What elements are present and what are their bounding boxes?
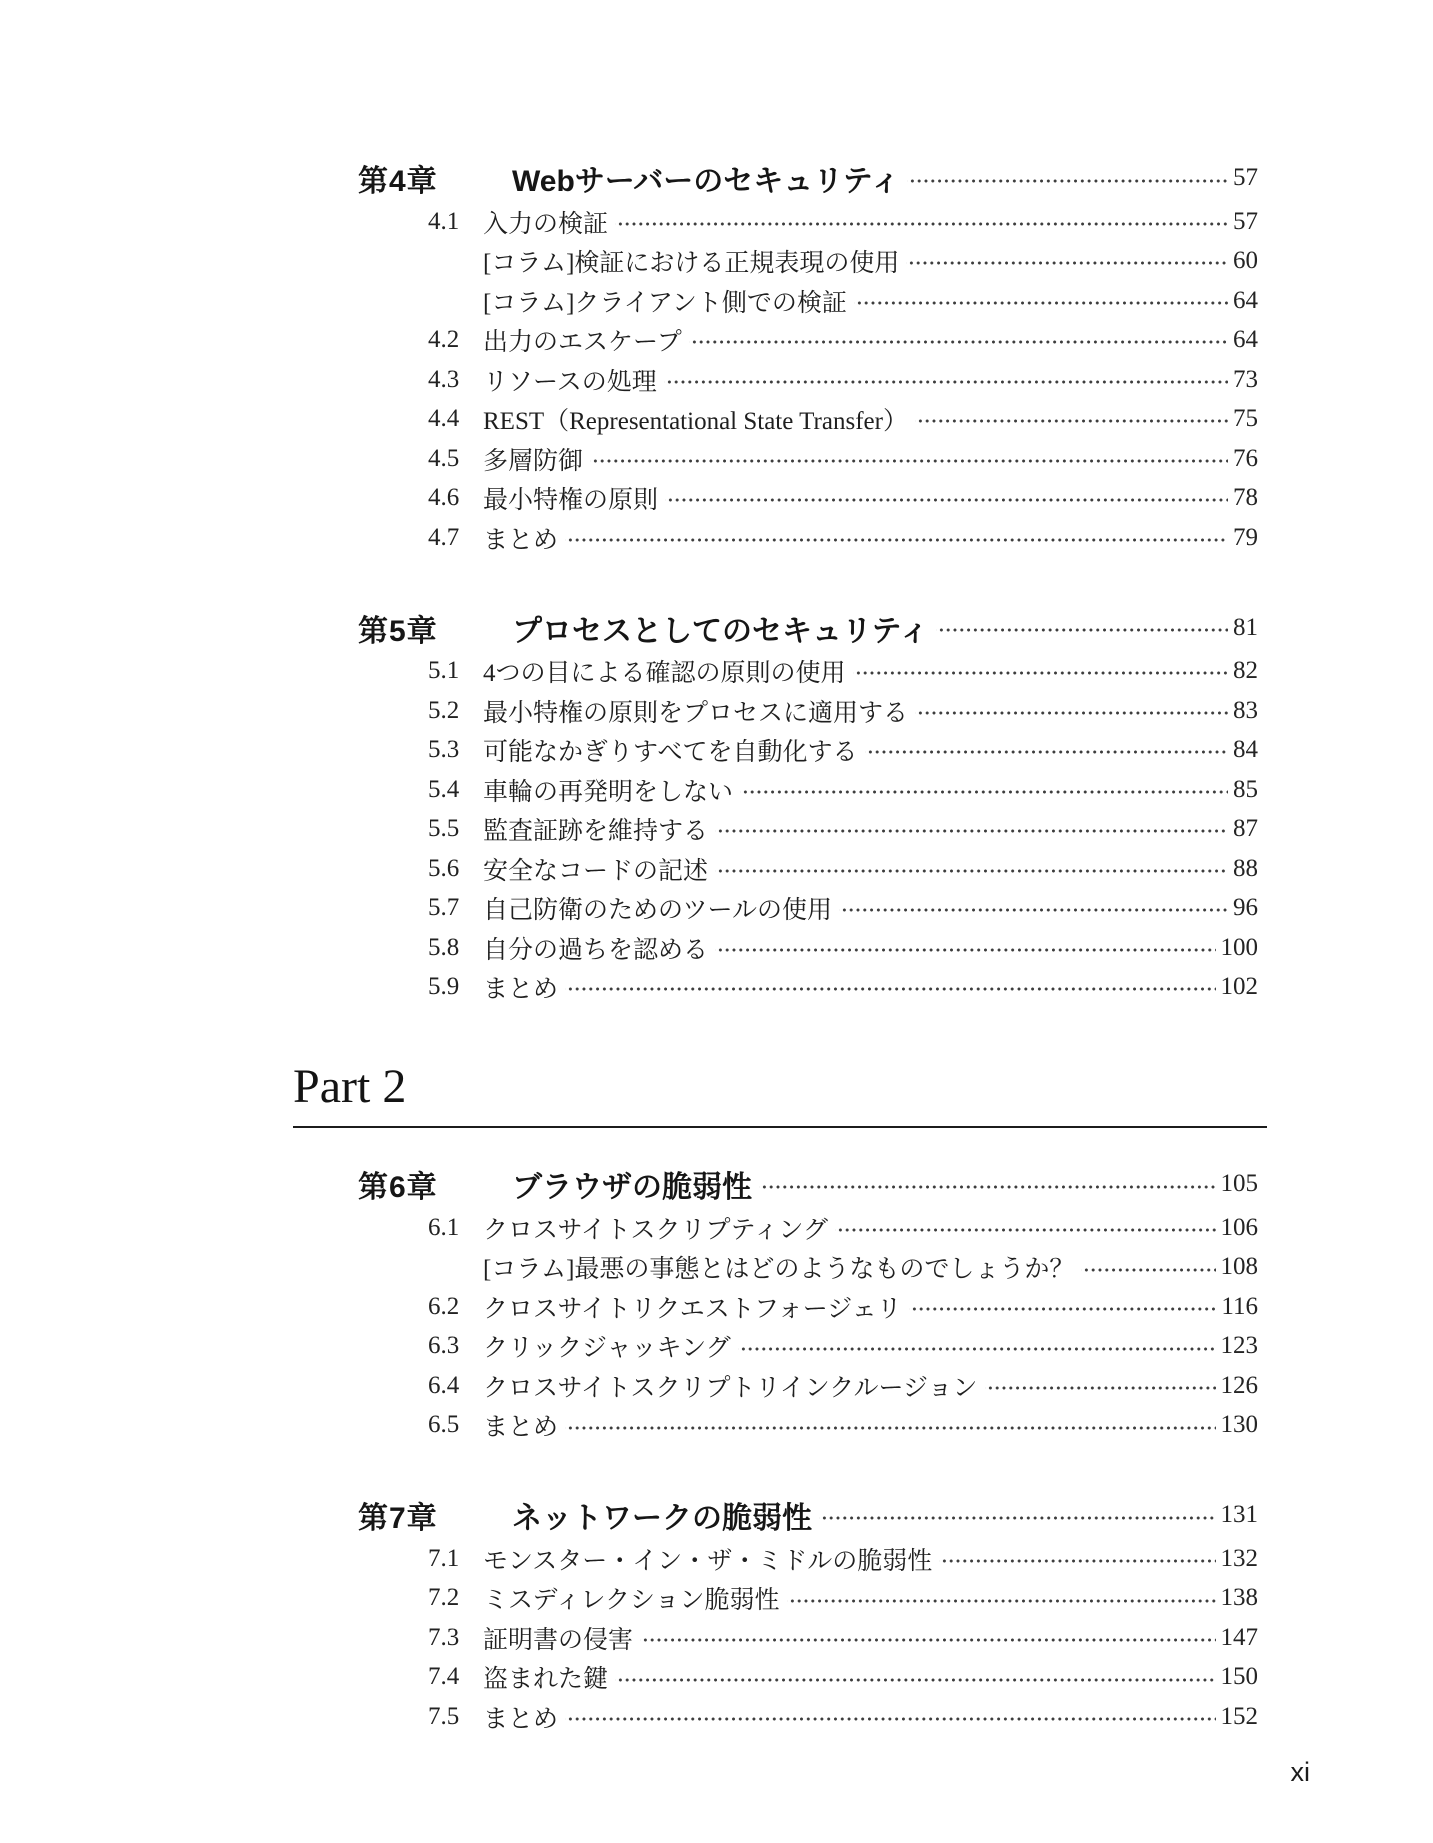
page-number: 123 [1220, 1332, 1258, 1360]
page-number: 147 [1220, 1623, 1258, 1651]
page-number: 82 [1233, 657, 1258, 685]
page-number: 130 [1220, 1411, 1258, 1439]
entry-title: 盗まれた鍵 [483, 1666, 609, 1694]
page-number: 60 [1233, 247, 1258, 275]
page-number: 116 [1221, 1292, 1258, 1320]
entry-title: 自己防衛のためのツールの使用 [483, 897, 833, 925]
entry-title: 出力のエスケープ [483, 329, 682, 357]
entry-title: 監査証跡を維持する [483, 818, 709, 846]
leader-dots [565, 1697, 1215, 1737]
entry-title: 車輪の再発明をしない [483, 778, 734, 806]
entry-title: REST（Representational State Transfer） [483, 408, 908, 436]
entry-number: 6.5 [428, 1411, 460, 1439]
entry-title: クリックジャッキング [483, 1335, 731, 1363]
leader-dots [715, 810, 1228, 850]
toc-column-entry [0, 242, 1267, 282]
entry-title: リソースの処理 [483, 368, 657, 396]
leader-dots [787, 1579, 1216, 1619]
page-number: 76 [1233, 444, 1258, 472]
entry-title: クロスサイトリクエストフォージェリ [483, 1295, 902, 1323]
page-number: 73 [1233, 365, 1258, 393]
entry-title: 最小特権の原則をプロセスに適用する [483, 699, 909, 727]
chapter-title: プロセスとしてのセキュリティ [512, 614, 929, 648]
chapter-heading [0, 1160, 1267, 1208]
folio-page-number: xi [1290, 1757, 1310, 1787]
leader-dots [985, 1366, 1216, 1406]
page-number: 81 [1233, 613, 1258, 641]
entry-number: 6.4 [428, 1371, 460, 1399]
entry-title: 自分の過ちを認める [483, 936, 709, 964]
entry-number: 7.1 [428, 1544, 460, 1572]
entry-number: 7.5 [428, 1702, 460, 1730]
page-number: 126 [1220, 1371, 1258, 1399]
page-number: 64 [1233, 326, 1258, 354]
toc-column-entry [0, 281, 1267, 321]
chapter-number: 第4章 [358, 165, 438, 198]
entry-title: まとめ [483, 1705, 559, 1733]
toc-entry [0, 810, 1267, 850]
toc-entry [0, 652, 1267, 692]
toc-entry [0, 1539, 1267, 1579]
leader-dots [689, 321, 1228, 361]
entry-title: 4つの目による確認の原則の使用 [483, 660, 846, 688]
leader-dots [915, 691, 1228, 731]
entry-number: 7.4 [428, 1663, 460, 1691]
entry-number: 7.2 [428, 1584, 460, 1612]
chapter-block [0, 154, 1267, 558]
leader-dots [715, 928, 1215, 968]
leader-dots [665, 479, 1228, 519]
leader-dots [907, 154, 1228, 202]
toc-entry [0, 928, 1267, 968]
entry-number: 5.2 [428, 696, 460, 724]
page-number: 102 [1220, 973, 1258, 1001]
leader-dots [819, 1491, 1216, 1539]
leader-dots [936, 604, 1228, 652]
entry-number: 4.6 [428, 484, 460, 512]
page-number: 106 [1220, 1213, 1258, 1241]
leader-dots [906, 242, 1228, 282]
toc-entry [0, 1406, 1267, 1446]
toc-entry [0, 1327, 1267, 1367]
page-number: 150 [1220, 1663, 1258, 1691]
page-number: 88 [1233, 854, 1258, 882]
entry-number: 6.2 [428, 1292, 460, 1320]
part-heading: Part 2 [293, 1053, 1267, 1128]
entry-number: 5.6 [428, 854, 460, 882]
toc-column-entry [0, 1248, 1267, 1288]
entry-number: 5.9 [428, 973, 460, 1001]
entry-title: クロスサイトスクリプトリインクルージョン [483, 1374, 978, 1402]
entry-number: 5.1 [428, 657, 460, 685]
entry-title: [コラム]検証における正規表現の使用 [483, 250, 900, 278]
chapter-block [0, 1160, 1267, 1445]
leader-dots [865, 731, 1228, 771]
entry-number: 6.1 [428, 1213, 460, 1241]
entry-title: 証明書の侵害 [483, 1626, 634, 1654]
page-number: 138 [1220, 1584, 1258, 1612]
toc-entry [0, 1697, 1267, 1737]
toc-entry [0, 849, 1267, 889]
entry-title: 入力の検証 [483, 210, 609, 238]
toc-entry [0, 731, 1267, 771]
toc-entry [0, 400, 1267, 440]
entry-title: 最小特権の原則 [483, 487, 659, 515]
toc-entry [0, 1579, 1267, 1619]
toc-entry [0, 1208, 1267, 1248]
chapter-number: 第6章 [358, 1171, 438, 1205]
page-number: 83 [1233, 696, 1258, 724]
leader-dots [835, 1208, 1215, 1248]
toc-entry [0, 439, 1267, 479]
page-number: 79 [1233, 523, 1258, 551]
page-number: 57 [1233, 207, 1258, 235]
leader-dots [853, 652, 1228, 692]
toc-entry [0, 1658, 1267, 1698]
chapter-title: Webサーバーのセキュリティ [512, 165, 901, 198]
entry-number: 4.5 [428, 444, 460, 472]
leader-dots [640, 1618, 1215, 1658]
toc-entry [0, 770, 1267, 810]
toc-entry [0, 202, 1267, 242]
entry-number: 4.2 [428, 326, 460, 354]
page-number: 87 [1233, 815, 1258, 843]
entry-number: 5.7 [428, 894, 460, 922]
entry-title: まとめ [483, 1414, 559, 1442]
toc-entry [0, 360, 1267, 400]
table-of-contents [0, 154, 1267, 1783]
chapter-block [0, 1491, 1267, 1737]
page-number: 57 [1233, 164, 1258, 191]
entry-title: 安全なコードの記述 [483, 857, 709, 885]
leader-dots [939, 1539, 1215, 1579]
toc-entry [0, 321, 1267, 361]
page-number: 152 [1220, 1702, 1258, 1730]
leader-dots [590, 439, 1228, 479]
entry-title: クロスサイトスクリプティング [483, 1216, 829, 1244]
leader-dots [1081, 1248, 1215, 1288]
entry-number: 4.4 [428, 405, 460, 433]
page-number: 75 [1233, 405, 1258, 433]
chapter-number: 第5章 [358, 614, 438, 648]
chapter-heading [0, 604, 1267, 652]
leader-dots [615, 1658, 1215, 1698]
entry-title: 多層防御 [483, 447, 584, 475]
entry-title: まとめ [483, 526, 559, 554]
page-number: 100 [1220, 933, 1258, 961]
leader-dots [565, 1406, 1215, 1446]
toc-entry [0, 889, 1267, 929]
entry-title: 可能なかぎりすべてを自動化する [483, 739, 858, 767]
entry-title: まとめ [483, 976, 559, 1004]
entry-number: 5.4 [428, 775, 460, 803]
toc-entry [0, 1287, 1267, 1327]
leader-dots [738, 1327, 1216, 1367]
entry-number: 5.3 [428, 736, 460, 764]
entry-number: 6.3 [428, 1332, 460, 1360]
entry-number: 5.5 [428, 815, 460, 843]
page-number: 78 [1233, 484, 1258, 512]
leader-dots [664, 360, 1228, 400]
leader-dots [565, 518, 1228, 558]
leader-dots [715, 849, 1228, 889]
toc-entry [0, 691, 1267, 731]
page-number: 96 [1233, 894, 1258, 922]
page-number: 84 [1233, 736, 1258, 764]
toc-entry [0, 968, 1267, 1008]
leader-dots [915, 400, 1228, 440]
leader-dots [909, 1287, 1217, 1327]
entry-number: 4.3 [428, 365, 460, 393]
entry-number: 4.7 [428, 523, 460, 551]
leader-dots [615, 202, 1228, 242]
page-number: 131 [1220, 1501, 1258, 1529]
toc-entry [0, 518, 1267, 558]
chapter-number: 第7章 [358, 1502, 438, 1536]
leader-dots [839, 889, 1228, 929]
entry-title: [コラム]最悪の事態とはどのようなものでしょうか？ [483, 1256, 1075, 1284]
entry-number: 5.8 [428, 933, 460, 961]
entry-title: [コラム]クライアント側での検証 [483, 289, 847, 317]
entry-title: モンスター・イン・ザ・ミドルの脆弱性 [483, 1547, 933, 1575]
toc-entry [0, 479, 1267, 519]
page-number: 108 [1220, 1253, 1258, 1281]
leader-dots [854, 281, 1228, 321]
page-number: 132 [1220, 1544, 1258, 1572]
chapter-heading [0, 1491, 1267, 1539]
toc-entry [0, 1618, 1267, 1658]
entry-number: 4.1 [428, 207, 460, 235]
page-number: 64 [1233, 286, 1258, 314]
chapter-block [0, 604, 1267, 1008]
page-number: 105 [1220, 1170, 1258, 1198]
leader-dots [740, 770, 1228, 810]
toc-entry [0, 1366, 1267, 1406]
page-number: 85 [1233, 775, 1258, 803]
entry-number: 7.3 [428, 1623, 460, 1651]
leader-dots [759, 1160, 1216, 1208]
chapter-heading [0, 154, 1267, 202]
chapter-title: ブラウザの脆弱性 [512, 1171, 752, 1205]
entry-title: ミスディレクション脆弱性 [483, 1587, 780, 1615]
leader-dots [565, 968, 1215, 1008]
chapter-title: ネットワークの脆弱性 [512, 1502, 812, 1536]
